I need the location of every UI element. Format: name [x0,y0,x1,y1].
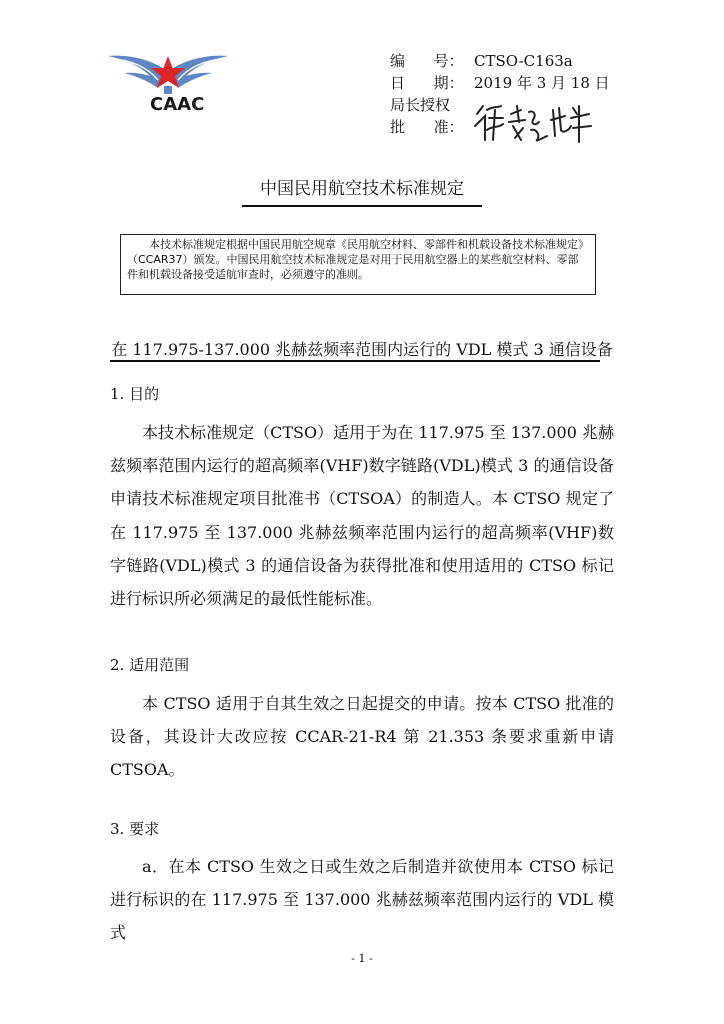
date-value: 2019 年 3 月 18 日 [474,74,610,92]
ctso-title: 在 117.975-137.000 兆赫兹频率范围内运行的 VDL 模式 3 通信设备 [111,340,613,359]
section-1-text: 本技术标准规定（CTSO）适用于为在 117.975 至 137.000 兆赫兹频率范围内运行的超高频率(VHF)数字链路(VDL)模式 3 的通信设备申请技术标准规定项目批准书（CTSOA）的制造人。本 CTSO 规定了在 117.975 至 137.000 兆赫兹频率范围内运行的超高频率(VHF)数字链路(VDL)模式 3 的通信设备为获得批准和使用适用的 CTSO 标记进行标识所必须满足的最低性能标准。 [110,423,614,609]
signature [473,100,595,144]
page-number: - 1 - [351,952,373,965]
number-label: 编 号： [390,52,464,70]
section-2-text: 本 CTSO 适用于自其生效之日起提交的申请。按本 CTSO 批准的设备，其设计大改应按 CCAR-21-R4 第 21.353 条要求重新申请 CTSOA。 [110,694,614,780]
logo-text: CAAC [150,94,205,115]
number-value: CTSO-C163a [474,52,573,70]
ctso-title-underline [110,360,600,362]
auth-label-line1: 局长授权 [390,96,451,114]
notice-box: 本技术标准规定根据中国民用航空规章《民用航空材料、零部件和机载设备技术标准规定》（CCAR37）颁发。中国民用航空技术标准规定是对用于民用航空器上的某些航空材料、零部件和机载设备接受适航审查时，必须遵守的准则。 [120,234,596,295]
section-3-text: a．在本 CTSO 生效之日或生效之后制造并欲使用本 CTSO 标记进行标识的在 117.975 至 137.000 兆赫兹频率范围内运行的 VDL 模式 [110,857,614,943]
caac-logo [104,50,232,122]
auth-label-line2: 批 准： [390,118,464,136]
date-label: 日 期： [390,74,464,92]
meta-number-row [390,50,610,72]
meta-date-row [390,72,610,94]
section-3-heading: 3. 要求 [110,820,160,838]
caac-emblem-icon [104,50,232,100]
signature-icon [473,100,595,144]
section-2-heading: 2. 适用范围 [110,656,190,674]
document-title: 中国民用航空技术标准规定 [260,179,464,199]
section-1-heading: 1. 目的 [110,385,160,403]
title-underline [242,205,482,207]
